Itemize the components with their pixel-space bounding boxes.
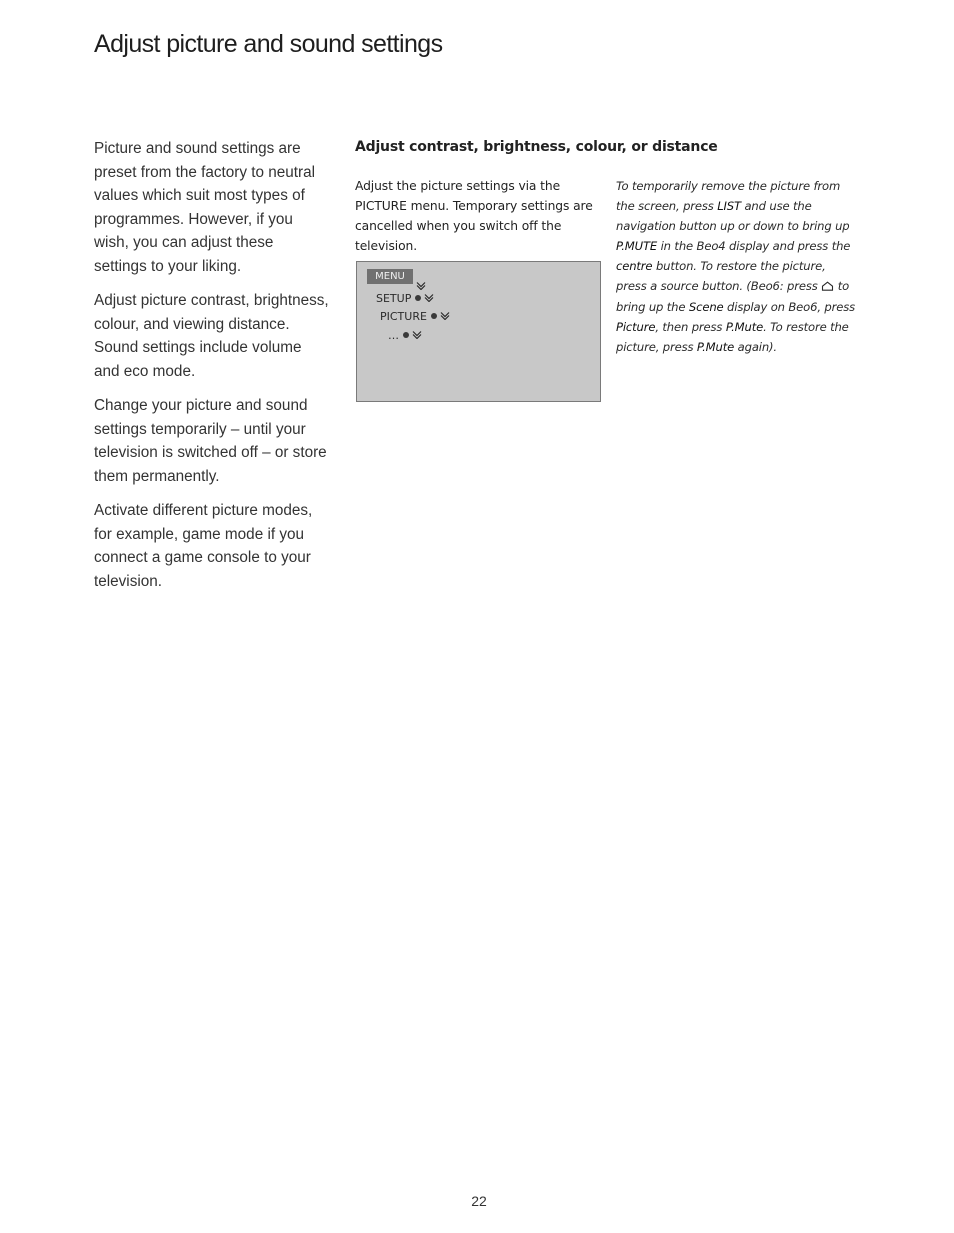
home-icon — [821, 277, 834, 297]
page-title: Adjust picture and sound settings — [94, 30, 443, 58]
chevron-down-icon — [412, 329, 422, 343]
dot-icon — [403, 332, 409, 338]
note-key-pmute: P.Mute — [725, 320, 764, 334]
page-number: 22 — [471, 1193, 487, 1209]
section-body: Adjust the picture settings via the PICTURE menu. Temporary settings are cancelled when you switch off the television. — [355, 179, 593, 253]
note-text: . To restore the picture, press — [616, 320, 849, 354]
note-text: To temporarily remove the picture from the screen, press — [616, 179, 841, 213]
note-text: in the Beo4 display and press the — [657, 239, 851, 253]
intro-column — [94, 137, 330, 604]
chevron-down-icon — [424, 292, 434, 306]
menu-diagram — [356, 261, 601, 402]
note-text: button. To restore the picture, press a source button. (Beo6: press — [616, 259, 826, 293]
chevron-down-icon — [440, 310, 450, 324]
menu-row-more — [388, 329, 422, 343]
note-key-pmute: P.Mute — [696, 340, 735, 354]
menu-row-setup — [376, 292, 434, 306]
menu-row-label: … — [388, 329, 399, 342]
intro-paragraph: Adjust picture contrast, brightness, colour, and viewing distance. Sound settings include volume and eco mode. — [94, 292, 329, 380]
note-key-scene: Scene — [688, 300, 724, 314]
note-text: , then press — [655, 320, 726, 334]
side-note — [616, 176, 856, 357]
dot-icon — [415, 295, 421, 301]
note-key-list: LIST — [717, 199, 741, 213]
intro-paragraph: Activate different picture modes, for example, game mode if you connect a game console to your television. — [94, 502, 313, 590]
note-key-picture: Picture — [616, 320, 656, 334]
menu-row-label: SETUP — [376, 292, 412, 305]
note-key-centre: centre — [616, 259, 653, 273]
dot-icon — [431, 313, 437, 319]
note-text: display on Beo6, press — [723, 300, 855, 314]
intro-paragraph: Picture and sound settings are preset from the factory to neutral values which suit most types of programmes. However, if you wish, you can adjust these settings to your liking. — [94, 140, 316, 275]
section-heading: Adjust contrast, brightness, colour, or distance — [355, 139, 718, 155]
menu-row-picture — [380, 310, 450, 324]
note-text: and use the navigation button up or down to bring up — [616, 199, 850, 233]
note-text: again). — [734, 340, 777, 354]
note-key-pmute: P.MUTE — [616, 239, 658, 253]
menu-row-label: PICTURE — [380, 310, 427, 323]
note-text: to bring up the — [616, 279, 850, 314]
intro-paragraph: Change your picture and sound settings temporarily – until your television is switched off – or store them permanently. — [94, 397, 327, 485]
menu-label: MENU — [367, 269, 413, 284]
